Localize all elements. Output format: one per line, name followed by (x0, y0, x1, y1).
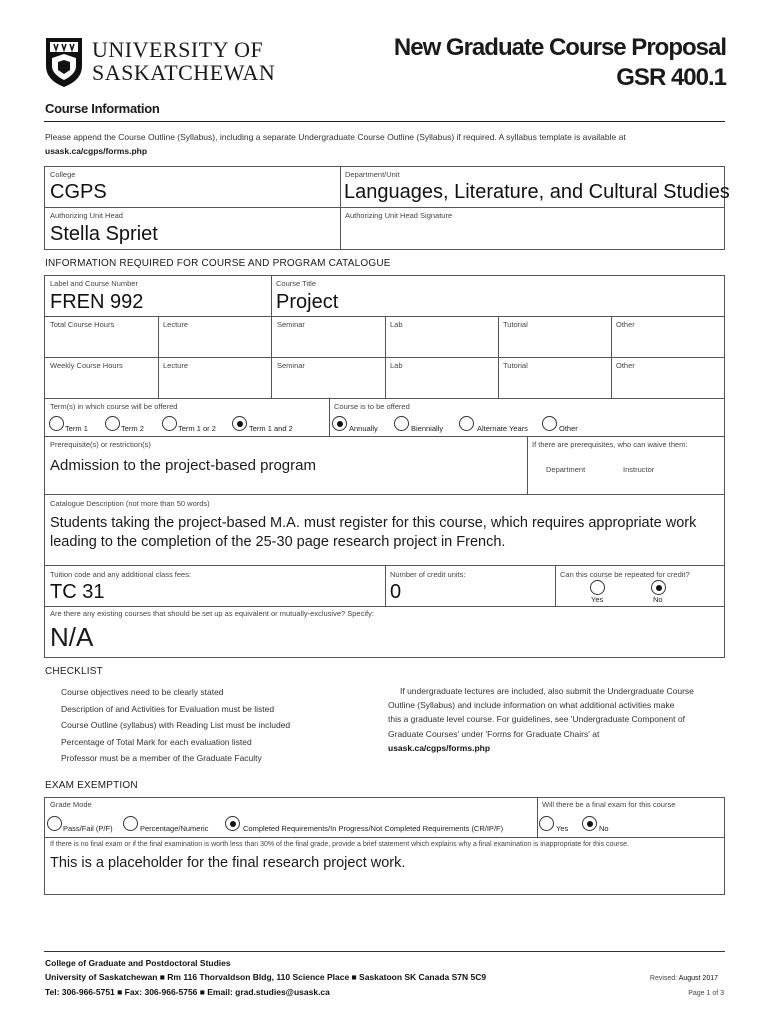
description-field[interactable]: Students taking the project-based M.A. must register for this course, which requires appropriate work leading to the completion of the 25-30 page research project in French. (50, 515, 697, 550)
term1-or-2-option-label: Term 1 or 2 (178, 424, 216, 433)
annually-radio[interactable] (332, 416, 347, 431)
checklist-note: Outline (Syllabus) and include information on what additional activities make (388, 700, 675, 710)
annually-option-label: Annually (349, 424, 378, 433)
checklist-note: this a graduate level course. For guidelines, see 'Undergraduate Component of (388, 714, 685, 724)
form-code: GSR 400.1 (616, 64, 726, 91)
term1-and-2-radio[interactable] (232, 416, 247, 431)
term1-radio[interactable] (49, 416, 64, 431)
footer-address: University of Saskatchewan ■ Rm 116 Thorvaldson Bldg, 110 Science Place ■ Saskatoon SK Canada S7N 5C9 (45, 972, 487, 982)
department-field[interactable]: Languages, Literature, and Cultural Studies (344, 181, 730, 203)
credit-field[interactable]: 0 (390, 581, 402, 603)
checklist-item: Course objectives need to be clearly stated (61, 687, 224, 697)
final-exam-no-radio[interactable] (582, 816, 597, 831)
crest-icon (44, 36, 84, 88)
repeat-yes-label: Yes (591, 595, 604, 604)
weekly-lab-field[interactable]: Lab (390, 361, 403, 370)
biennially-radio[interactable] (394, 416, 409, 431)
course-title-label: Course Title (276, 279, 317, 288)
percentage-label: Percentage/Numeric (140, 824, 209, 833)
weekly-tutorial-field[interactable]: Tutorial (503, 361, 528, 370)
prereq-field[interactable]: Admission to the project-based program (50, 457, 316, 474)
page-number: Page 1 of 3 (688, 990, 724, 997)
no-exam-label: If there is no final exam or if the final examination is worth less than 30% of the final grade, provide a brief statement which explains why a final examination is inappropriate for this course. (50, 841, 629, 848)
grade-mode-label: Grade Mode (50, 800, 92, 809)
footer-rule (44, 951, 725, 952)
syllabus-link[interactable]: usask.ca/cgps/forms.php (45, 146, 148, 156)
final-exam-no-label: No (599, 824, 609, 833)
course-title-field[interactable]: Project (276, 291, 339, 313)
exam-heading: EXAM EXEMPTION (45, 780, 138, 791)
alternate-years-radio[interactable] (459, 416, 474, 431)
description-note: (not more than 50 words) (125, 499, 210, 508)
footer-college: College of Graduate and Postdoctoral Studies (45, 958, 231, 968)
final-exam-yes-label: Yes (556, 824, 569, 833)
frequency-label: Course is to be offered (334, 402, 410, 411)
department-label: Department/Unit (345, 170, 400, 179)
signature-label: Authorizing Unit Head Signature (345, 211, 453, 220)
weekly-seminar-field[interactable]: Seminar (277, 361, 305, 370)
total-lab-field[interactable]: Lab (390, 320, 403, 329)
weekly-lecture-field[interactable]: Lecture (163, 361, 189, 370)
pass-fail-label: Pass/Fail (P/F) (63, 824, 113, 833)
waive-instructor-option[interactable]: Instructor (623, 465, 655, 474)
college-field[interactable]: CGPS (50, 181, 107, 203)
other-frequency-radio[interactable] (542, 416, 557, 431)
prereq-label: Prerequisite(s) or restriction(s) (50, 440, 151, 449)
final-exam-label: Will there be a final exam for this course (542, 800, 676, 809)
label-number-field[interactable]: FREN 992 (50, 291, 144, 313)
other-frequency-option-label: Other (559, 424, 578, 433)
total-tutorial-field[interactable]: Tutorial (503, 320, 528, 329)
checklist-item: Percentage of Total Mark for each evaluation listed (61, 737, 252, 747)
weekly-hours-label[interactable]: Weekly Course Hours (50, 361, 123, 370)
term1-option-label: Term 1 (65, 424, 88, 433)
completed-requirements-label: Completed Requirements/In Progress/Not Completed Requirements (CR/IP/F) (243, 824, 504, 833)
course-info-heading: Course Information (45, 101, 160, 116)
unit-head-label: Authorizing Unit Head (50, 211, 123, 220)
term1-or-2-radio[interactable] (162, 416, 177, 431)
label-number-label: Label and Course Number (50, 279, 138, 288)
credit-label: Number of credit units: (390, 570, 466, 579)
biennially-option-label: Biennially (411, 424, 444, 433)
weekly-other-field[interactable]: Other (616, 361, 635, 370)
final-exam-yes-radio[interactable] (539, 816, 554, 831)
total-lecture-field[interactable]: Lecture (163, 320, 189, 329)
pass-fail-radio[interactable] (47, 816, 62, 831)
university-logo (44, 36, 276, 88)
checklist-note-link[interactable]: usask.ca/cgps/forms.php (388, 743, 491, 753)
form-title: New Graduate Course Proposal (393, 34, 726, 61)
checklist-note: Graduate Courses' under 'Forms for Graduate Chairs' at (388, 729, 600, 739)
tuition-label: Tuition code and any additional class fees: (50, 570, 192, 579)
total-seminar-field[interactable]: Seminar (277, 320, 305, 329)
university-name-line1: UNIVERSITY OF (92, 37, 264, 62)
university-name-line2: SASKATCHEWAN (92, 60, 276, 85)
total-hours-label[interactable]: Total Course Hours (50, 320, 115, 329)
term2-radio[interactable] (105, 416, 120, 431)
repeat-yes-radio[interactable] (590, 580, 605, 595)
footer-contact: Tel: 306-966-5751 ■ Fax: 306-966-5756 ■ Email: grad.studies@usask.ca (45, 987, 330, 997)
description-label (50, 499, 210, 508)
checklist-note: If undergraduate lectures are included, also submit the Undergraduate Course (400, 686, 694, 696)
signature-field[interactable] (341, 220, 724, 249)
checklist-item: Description of and Activities for Evaluation must be listed (61, 704, 275, 714)
term2-option-label: Term 2 (121, 424, 144, 433)
checklist-item: Professor must be a member of the Graduate Faculty (61, 753, 262, 763)
total-other-field[interactable]: Other (616, 320, 635, 329)
terms-label: Term(s) in which course will be offered (50, 402, 178, 411)
repeat-label: Can this course be repeated for credit? (560, 570, 690, 579)
percentage-radio[interactable] (123, 816, 138, 831)
revised-value: August 2017 (678, 975, 718, 982)
revised-date (650, 975, 718, 982)
equivalent-field[interactable]: N/A (50, 622, 94, 652)
completed-requirements-radio[interactable] (225, 816, 240, 831)
alternate-years-option-label: Alternate Years (477, 424, 528, 433)
term1-and-2-option-label: Term 1 and 2 (249, 424, 293, 433)
equivalent-label: Are there any existing courses that should be set up as equivalent or mutually-exclusive? Specify: (50, 609, 374, 618)
catalogue-heading: INFORMATION REQUIRED FOR COURSE AND PROGRAM CATALOGUE (45, 258, 391, 269)
repeat-no-label: No (653, 595, 663, 604)
description-label-text: Catalogue Description (50, 499, 124, 508)
course-info-instructions: Please append the Course Outline (Syllabus), including a separate Undergraduate Course Outline (Syllabus) if required. A syllabus template is available at (45, 132, 626, 142)
revised-label: Revised: (649, 975, 678, 982)
repeat-no-radio[interactable] (651, 580, 666, 595)
waive-department-option[interactable]: Department (546, 465, 586, 474)
tuition-field[interactable]: TC 31 (50, 581, 105, 603)
waive-label: If there are prerequisites, who can waive them: (532, 440, 688, 449)
checklist-heading: CHECKLIST (45, 666, 103, 677)
college-label: College (50, 170, 76, 179)
course-info-rule (44, 121, 725, 122)
checklist-item: Course Outline (syllabus) with Reading List must be included (61, 720, 291, 730)
no-exam-field[interactable]: This is a placeholder for the final research project work. (50, 855, 406, 871)
unit-head-field[interactable]: Stella Spriet (50, 223, 158, 245)
